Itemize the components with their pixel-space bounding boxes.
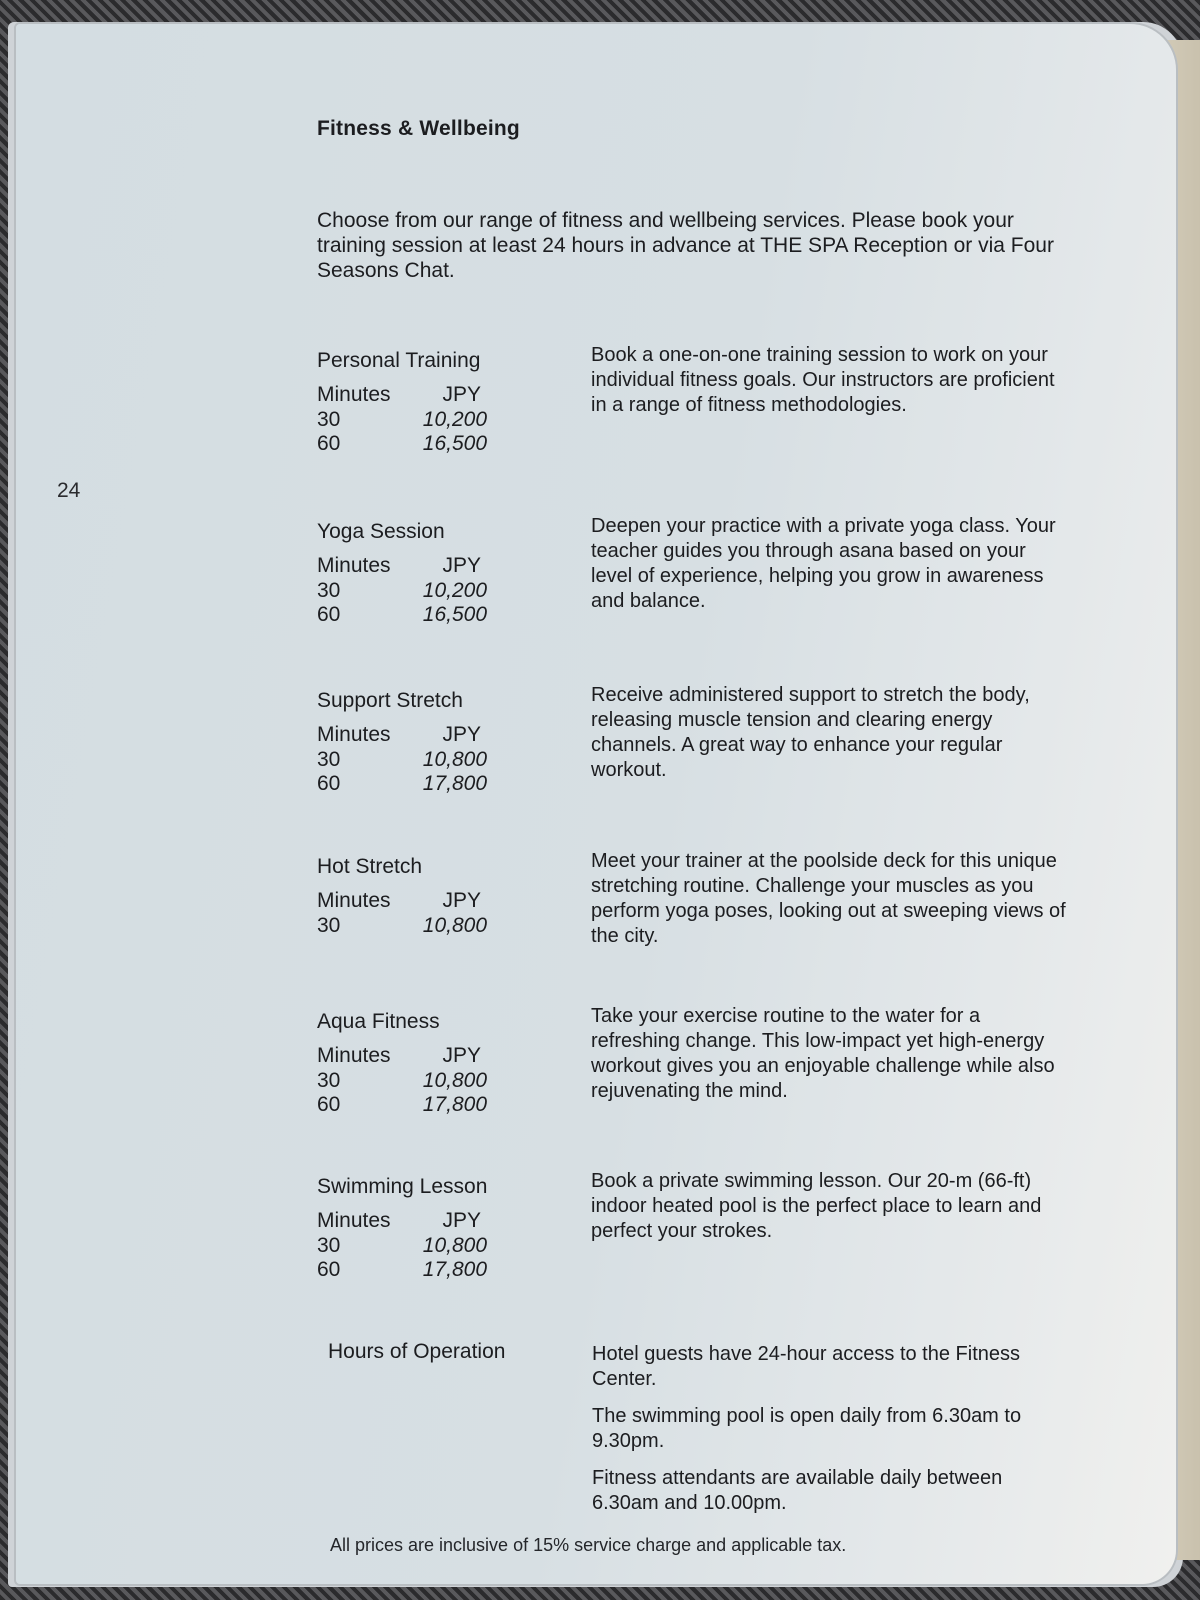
- hours-of-operation-heading: Hours of Operation: [328, 1340, 506, 1363]
- price-table: [317, 723, 487, 797]
- currency-header: JPY: [442, 1209, 481, 1232]
- minutes-header: Minutes: [317, 889, 391, 912]
- price-value: 10,800: [422, 913, 487, 937]
- price-row: [317, 772, 487, 797]
- minutes-header: Minutes: [317, 1044, 391, 1067]
- price-row: [317, 1258, 487, 1283]
- service-description: Book a one-on-one training session to work on your individual fitness goals. Our instructors are proficient in a range of fitness methodologies.: [591, 344, 1055, 416]
- service-description: Deepen your practice with a private yoga class. Your teacher guides you through asana based on your level of experience, helping you grow in awareness and balance.: [591, 515, 1056, 612]
- price-row: [317, 1234, 487, 1259]
- hours-line: The swimming pool is open daily from 6.30am to 9.30pm.: [592, 1405, 1022, 1452]
- price-value: 16,500: [422, 603, 487, 626]
- price-value: 17,800: [422, 1258, 487, 1281]
- service-name: Swimming Lesson: [317, 1175, 488, 1198]
- price-row: [317, 914, 487, 939]
- service-description: Meet your trainer at the poolside deck for this unique stretching routine. Challenge your muscles as you perform yoga poses, looking out at sweeping views of the city.: [591, 850, 1066, 947]
- minutes-header: Minutes: [317, 554, 391, 577]
- minutes-value: 60: [317, 772, 341, 795]
- service-name: Personal Training: [317, 349, 481, 372]
- price-value: 10,200: [422, 578, 487, 602]
- price-table: [317, 383, 487, 457]
- price-value: 16,500: [422, 432, 487, 455]
- minutes-value: 30: [317, 578, 341, 602]
- currency-header: JPY: [442, 723, 481, 746]
- price-row: [317, 1069, 487, 1094]
- price-value: 10,800: [422, 747, 487, 771]
- service-hot-stretch: [317, 850, 1087, 995]
- price-row: [317, 579, 487, 604]
- intro-paragraph: Choose from our range of fitness and wellbeing services. Please book your training session at least 24 hours in advance at THE SPA Reception or via Four Seasons Chat.: [317, 209, 1054, 282]
- hours-of-operation: [592, 1342, 1062, 1528]
- currency-header: JPY: [442, 554, 481, 577]
- minutes-value: 30: [317, 1068, 341, 1092]
- page-title: Fitness & Wellbeing: [317, 117, 520, 140]
- price-row: [317, 603, 487, 628]
- minutes-value: 60: [317, 1258, 341, 1281]
- service-name: Support Stretch: [317, 689, 463, 712]
- price-value: 10,200: [422, 407, 487, 431]
- service-yoga-session: [317, 515, 1087, 660]
- price-row: [317, 748, 487, 773]
- currency-header: JPY: [442, 889, 481, 912]
- service-name: Aqua Fitness: [317, 1010, 440, 1033]
- price-value: 17,800: [422, 1093, 487, 1116]
- hours-line: Fitness attendants are available daily between 6.30am and 10.00pm.: [592, 1467, 1003, 1514]
- price-header-row: [317, 383, 487, 408]
- price-value: 10,800: [422, 1068, 487, 1092]
- service-description: Receive administered support to stretch the body, releasing muscle tension and clearing energy channels. A great way to enhance your regular workout.: [591, 684, 1030, 781]
- service-name: Yoga Session: [317, 520, 445, 543]
- service-description: Take your exercise routine to the water for a refreshing change. This low-impact yet high-energy workout gives you an enjoyable challenge while also rejuvenating the mind.: [591, 1005, 1055, 1102]
- price-table: [317, 1209, 487, 1283]
- minutes-header: Minutes: [317, 1209, 391, 1232]
- service-support-stretch: [317, 684, 1087, 829]
- price-table: [317, 889, 487, 938]
- minutes-value: 60: [317, 1093, 341, 1116]
- hours-line: Hotel guests have 24-hour access to the Fitness Center.: [592, 1343, 1021, 1390]
- price-value: 10,800: [422, 1233, 487, 1257]
- price-header-row: [317, 554, 487, 579]
- service-swimming-lesson: [317, 1170, 1087, 1315]
- price-row: [317, 1093, 487, 1118]
- minutes-header: Minutes: [317, 383, 391, 406]
- currency-header: JPY: [442, 383, 481, 406]
- minutes-value: 60: [317, 603, 341, 626]
- minutes-value: 30: [317, 747, 341, 771]
- price-header-row: [317, 889, 487, 914]
- currency-header: JPY: [442, 1044, 481, 1067]
- service-personal-training: [317, 344, 1087, 489]
- price-row: [317, 408, 487, 433]
- minutes-value: 30: [317, 407, 341, 431]
- price-header-row: [317, 1044, 487, 1069]
- price-footnote: All prices are inclusive of 15% service charge and applicable tax.: [330, 1535, 847, 1555]
- price-table: [317, 554, 487, 628]
- service-description: Book a private swimming lesson. Our 20-m (66-ft) indoor heated pool is the perfect place to learn and perfect your strokes.: [591, 1170, 1042, 1242]
- service-name: Hot Stretch: [317, 855, 423, 878]
- price-row: [317, 432, 487, 457]
- minutes-header: Minutes: [317, 723, 391, 746]
- page-number: 24: [57, 479, 81, 502]
- price-value: 17,800: [422, 772, 487, 795]
- minutes-value: 30: [317, 913, 341, 937]
- price-header-row: [317, 723, 487, 748]
- service-aqua-fitness: [317, 1005, 1087, 1150]
- minutes-value: 60: [317, 432, 341, 455]
- minutes-value: 30: [317, 1233, 341, 1257]
- price-table: [317, 1044, 487, 1118]
- price-header-row: [317, 1209, 487, 1234]
